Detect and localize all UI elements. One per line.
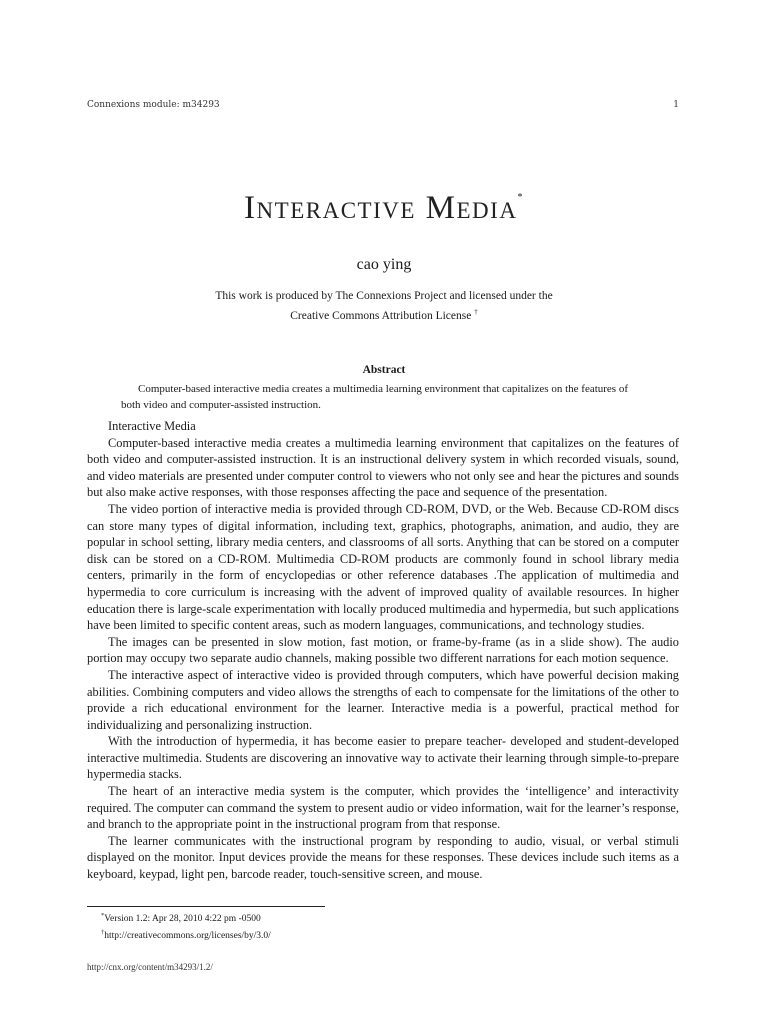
page-number: 1: [673, 100, 679, 110]
license-link[interactable]: Creative Commons Attribution License: [290, 309, 472, 322]
footnote-link[interactable]: http://creativecommons.org/licenses/by/3.0/: [104, 931, 271, 942]
abstract-heading: Abstract: [362, 364, 406, 376]
paragraph: The images can be presented in slow motion, fast motion, or frame-by-frame (as in a slide show). The audio portion may occupy two separate audio channels, making possible two different narrations for each motion sequence.: [87, 634, 679, 666]
module-id: Connexions module: m34293: [87, 100, 220, 110]
footnote-mark: †: [101, 929, 105, 937]
author-name: cao ying: [356, 256, 412, 273]
footnote-license-url[interactable]: [87, 926, 487, 943]
document-title: [0, 190, 768, 227]
section-label: Interactive Media: [108, 419, 196, 433]
footnote-text: Version 1.2: Apr 28, 2010 4:22 pm -0500: [104, 914, 261, 925]
license-line-1: This work is produced by The Connexions Project and licensed under the: [215, 290, 553, 302]
paragraph: With the introduction of hypermedia, it has become easier to prepare teacher- developed and student-developed interactive multimedia. Students are discovering an innovative way to activate their learning through simple-to-prepare hypermedia stacks.: [87, 734, 679, 782]
footnotes: [87, 909, 487, 943]
body-text: [87, 418, 679, 883]
abstract-text: Computer-based interactive media creates a multimedia learning environment that capitalizes on the features of both video and computer-assisted instruction.: [121, 383, 628, 411]
paragraph: The video portion of interactive media is provided through CD-ROM, DVD, or the Web. Because CD-ROM discs can store many types of digital information, including text, graphics, photographs, animation, and audio, they are popular in school setting, library media centers, and classrooms of all sorts. Anything that can be stored on a computer disk can be stored on a CD-ROM. Multimedia CD-ROM products are commonly found in school library media centers, primarily in the form of encyclopedias or other reference databases .The application of multimedia and hypermedia to core curriculum is increasing with the advent of improved quality of available resources. In higher education there is large-scale experimentation with locally produced multimedia and hypermedia, but such applications have been limited to specific content areas, such as modern languages, communications, and technology studies.: [87, 501, 679, 633]
paragraph: The heart of an interactive media system is the computer, which provides the ‘intelligence’ and interactivity required. The computer can command the system to present audio or video information, wait for the learner’s response, and branch to the appropriate point in the instructional program from that response.: [87, 784, 679, 832]
paragraph: Computer-based interactive media creates a multimedia learning environment that capitalizes on the features of both video and computer-assisted instruction. It is an instructional delivery system in which recorded visuals, sound, and video materials are presented under computer control to viewers who not only see and hear the pictures and sounds but also make active responses, with those responses affecting the pace and sequence of the presentation.: [87, 435, 679, 500]
paragraph: The interactive aspect of interactive video is provided through computers, which have powerful decision making abilities. Combining computers and video allows the strengths of each to compensate for the limitations of the other to provide a rich educational environment for the learner. Interactive media is a powerful, practical method for individualizing and personalizing instruction.: [87, 667, 679, 732]
footnote-mark: *: [101, 912, 105, 919]
paragraph: The learner communicates with the instructional program by responding to audio, visual, or verbal stimuli displayed on the monitor. Input devices provide the means for these responses. These devices include such items as a keyboard, keypad, light pen, barcode reader, touch-sensitive screen, and mouse.: [87, 833, 679, 882]
license-statement: [0, 288, 768, 324]
footnote-version: [87, 909, 487, 926]
license-footnote-mark[interactable]: †: [474, 308, 478, 316]
title-footnote-mark[interactable]: *: [517, 192, 524, 203]
footnote-divider: [87, 906, 325, 907]
page-footer-url[interactable]: http://cnx.org/content/m34293/1.2/: [87, 962, 213, 972]
title-text: Interactive Media: [244, 190, 518, 226]
